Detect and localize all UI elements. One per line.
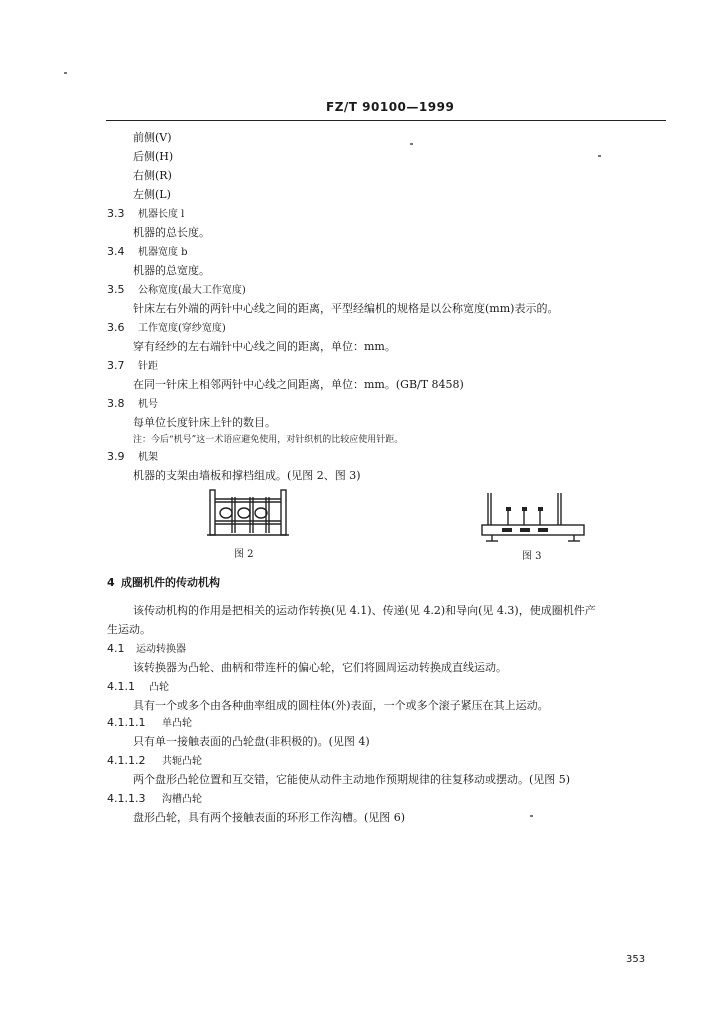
section-body: 每单位长度针床上针的数目。	[133, 416, 276, 429]
section-body: 穿有经纱的左右端针中心线之间的距离，单位：mm。	[133, 340, 396, 353]
scan-speck	[410, 143, 413, 145]
chapter-title: 成圈机件的传动机构	[121, 576, 220, 589]
chapter-number: 4	[107, 576, 115, 589]
section-body: 只有单一接触表面的凸轮盘(非积极的)。(见图 4)	[133, 735, 370, 748]
direction-left: 左侧(L)	[133, 188, 171, 201]
section-number: 3.4	[107, 245, 125, 258]
section-title: 运动转换器	[136, 644, 186, 655]
section-title: 机号	[138, 399, 158, 410]
figure-2-caption: 图 2	[234, 549, 254, 560]
header-rule	[106, 120, 666, 121]
chapter-intro-line1: 该传动机构的作用是把相关的运动作转换(见 4.1)、传递(见 4.2)和导向(见 4.3)，使成圈机件产	[133, 604, 596, 617]
direction-front: 前侧(V)	[133, 131, 172, 144]
section-number: 3.6	[107, 321, 125, 334]
section-number: 3.3	[107, 207, 125, 220]
section-title: 机架	[138, 452, 158, 463]
scan-speck	[64, 72, 67, 74]
section-body: 针床左右外端的两针中心线之间的距离，平型经编机的规格是以公称宽度(mm)表示的。	[133, 302, 559, 315]
figure-3-caption: 图 3	[522, 551, 542, 562]
section-title: 沟槽凸轮	[162, 794, 202, 805]
section-number: 4.1.1	[107, 680, 135, 693]
section-title: 公称宽度(最大工作宽度)	[138, 285, 246, 296]
section-body: 两个盘形凸轮位置和互交错，它能使从动件主动地作预期规律的往复移动或摆动。(见图 5)	[133, 773, 571, 786]
section-note: 注：今后“机号”这一术语应避免使用，对针织机的比较应使用针距。	[133, 435, 404, 445]
section-number: 3.5	[107, 283, 125, 296]
standard-number: FZ/T 90100—1999	[326, 100, 455, 114]
section-body: 该转换器为凸轮、曲柄和带连杆的偏心轮，它们将圆周运动转换成直线运动。	[133, 661, 507, 674]
direction-rear: 后侧(H)	[133, 150, 174, 163]
figure-3-frame-drawing	[478, 485, 588, 551]
section-number: 4.1	[107, 642, 125, 655]
section-number: 3.9	[107, 450, 125, 463]
section-body: 机器的支架由墙板和撑档组成。(见图 2、图 3)	[133, 469, 361, 482]
section-title: 工作宽度(穿纱宽度)	[138, 323, 226, 334]
page-number: 353	[626, 954, 646, 965]
section-body: 具有一个或多个由各种曲率组成的圆柱体(外)表面，一个或多个滚子紧压在其上运动。	[133, 699, 549, 712]
section-title: 机器宽度 b	[138, 247, 188, 258]
section-number: 4.1.1.2	[107, 754, 146, 767]
section-number: 3.8	[107, 397, 125, 410]
section-title: 单凸轮	[162, 718, 192, 729]
section-body: 机器的总宽度。	[133, 264, 210, 277]
direction-right: 右侧(R)	[133, 169, 172, 182]
section-title: 凸轮	[149, 682, 169, 693]
section-body: 在同一针床上相邻两针中心线之间距离，单位：mm。(GB/T 8458)	[133, 378, 464, 391]
section-body: 盘形凸轮，具有两个接触表面的环形工作沟槽。(见图 6)	[133, 811, 406, 824]
scan-speck	[598, 155, 601, 157]
chapter-intro-line2: 生运动。	[107, 623, 151, 636]
section-body: 机器的总长度。	[133, 226, 210, 239]
section-title: 机器长度 l	[138, 209, 185, 220]
section-number: 3.7	[107, 359, 125, 372]
scan-speck	[530, 815, 533, 817]
section-title: 共轭凸轮	[162, 756, 202, 767]
section-number: 4.1.1.1	[107, 716, 146, 729]
section-title: 针距	[138, 361, 158, 372]
figure-2-frame-drawing	[206, 485, 292, 545]
section-number: 4.1.1.3	[107, 792, 146, 805]
